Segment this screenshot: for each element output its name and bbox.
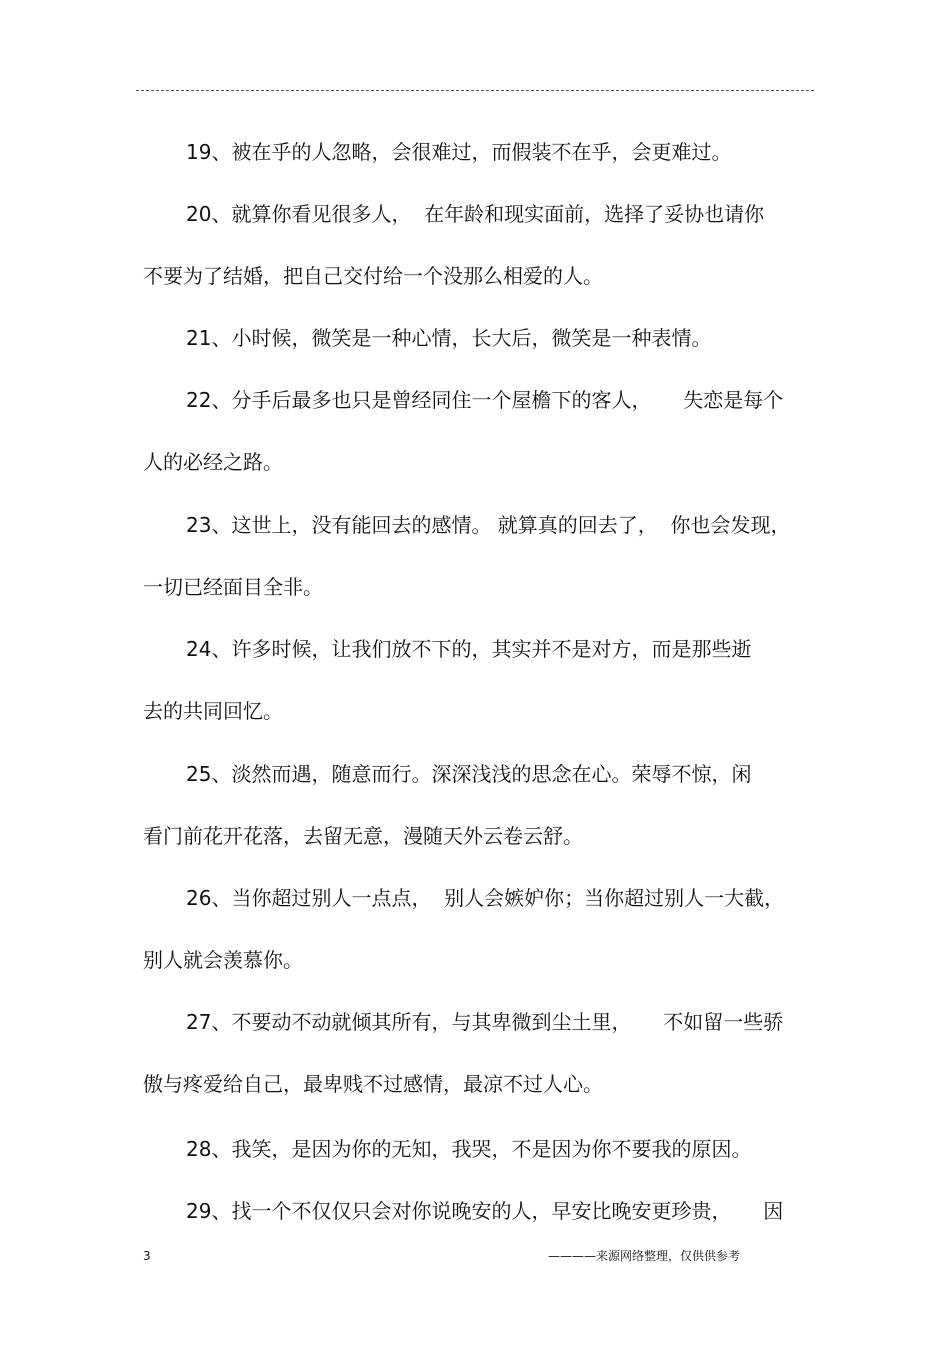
- paragraph-28-line-1: 28、我笑，是因为你的无知，我哭，不是因为你不要我的原因。: [186, 1137, 752, 1161]
- paragraph-26-line-1: 26、当你超过别人一点点， 别人会嫉妒你；当你超过别人一大截，: [186, 886, 785, 910]
- header-divider: [136, 90, 814, 91]
- paragraph-26-line-2: 别人就会羡慕你。: [143, 948, 303, 972]
- paragraph-27-line-1: 27、不要动不动就倾其所有，与其卑微到尘土里， 不如留一些骄: [186, 1010, 784, 1034]
- paragraph-23-line-2: 一切已经面目全非。: [143, 575, 323, 599]
- paragraph-23-line-1: 23、这世上，没有能回去的感情。 就算真的回去了， 你也会发现，: [186, 513, 791, 537]
- paragraph-24-line-1: 24、许多时候，让我们放不下的，其实并不是对方，而是那些逝: [186, 637, 752, 661]
- paragraph-22-line-1: 22、分手后最多也只是曾经同住一个屋檐下的客人， 失恋是每个: [186, 388, 784, 412]
- paragraph-25-line-1: 25、淡然而遇，随意而行。深深浅浅的思念在心。荣辱不惊，闲: [186, 762, 752, 786]
- paragraph-19-line-1: 19、被在乎的人忽略，会很难过，而假装不在乎，会更难过。: [186, 140, 732, 164]
- paragraph-24-line-2: 去的共同回忆。: [143, 699, 283, 723]
- paragraph-29-line-1: 29、找一个不仅仅只会对你说晚安的人，早安比晚安更珍贵， 因: [186, 1199, 784, 1223]
- paragraph-22-line-2: 人的必经之路。: [143, 450, 283, 474]
- paragraph-20-line-1: 20、就算你看见很多人， 在年龄和现实面前，选择了妥协也请你: [186, 202, 765, 226]
- paragraph-27-line-2: 傲与疼爱给自己，最卑贱不过感情，最凉不过人心。: [143, 1072, 603, 1096]
- source-note: ————来源网络整理，仅供供参考: [548, 1249, 741, 1263]
- paragraph-21-line-1: 21、小时候，微笑是一种心情，长大后，微笑是一种表情。: [186, 326, 712, 350]
- paragraph-20-line-2: 不要为了结婚，把自己交付给一个没那么相爱的人。: [143, 264, 603, 288]
- page-number: 3: [143, 1249, 151, 1263]
- paragraph-25-line-2: 看门前花开花落，去留无意，漫随天外云卷云舒。: [143, 824, 583, 848]
